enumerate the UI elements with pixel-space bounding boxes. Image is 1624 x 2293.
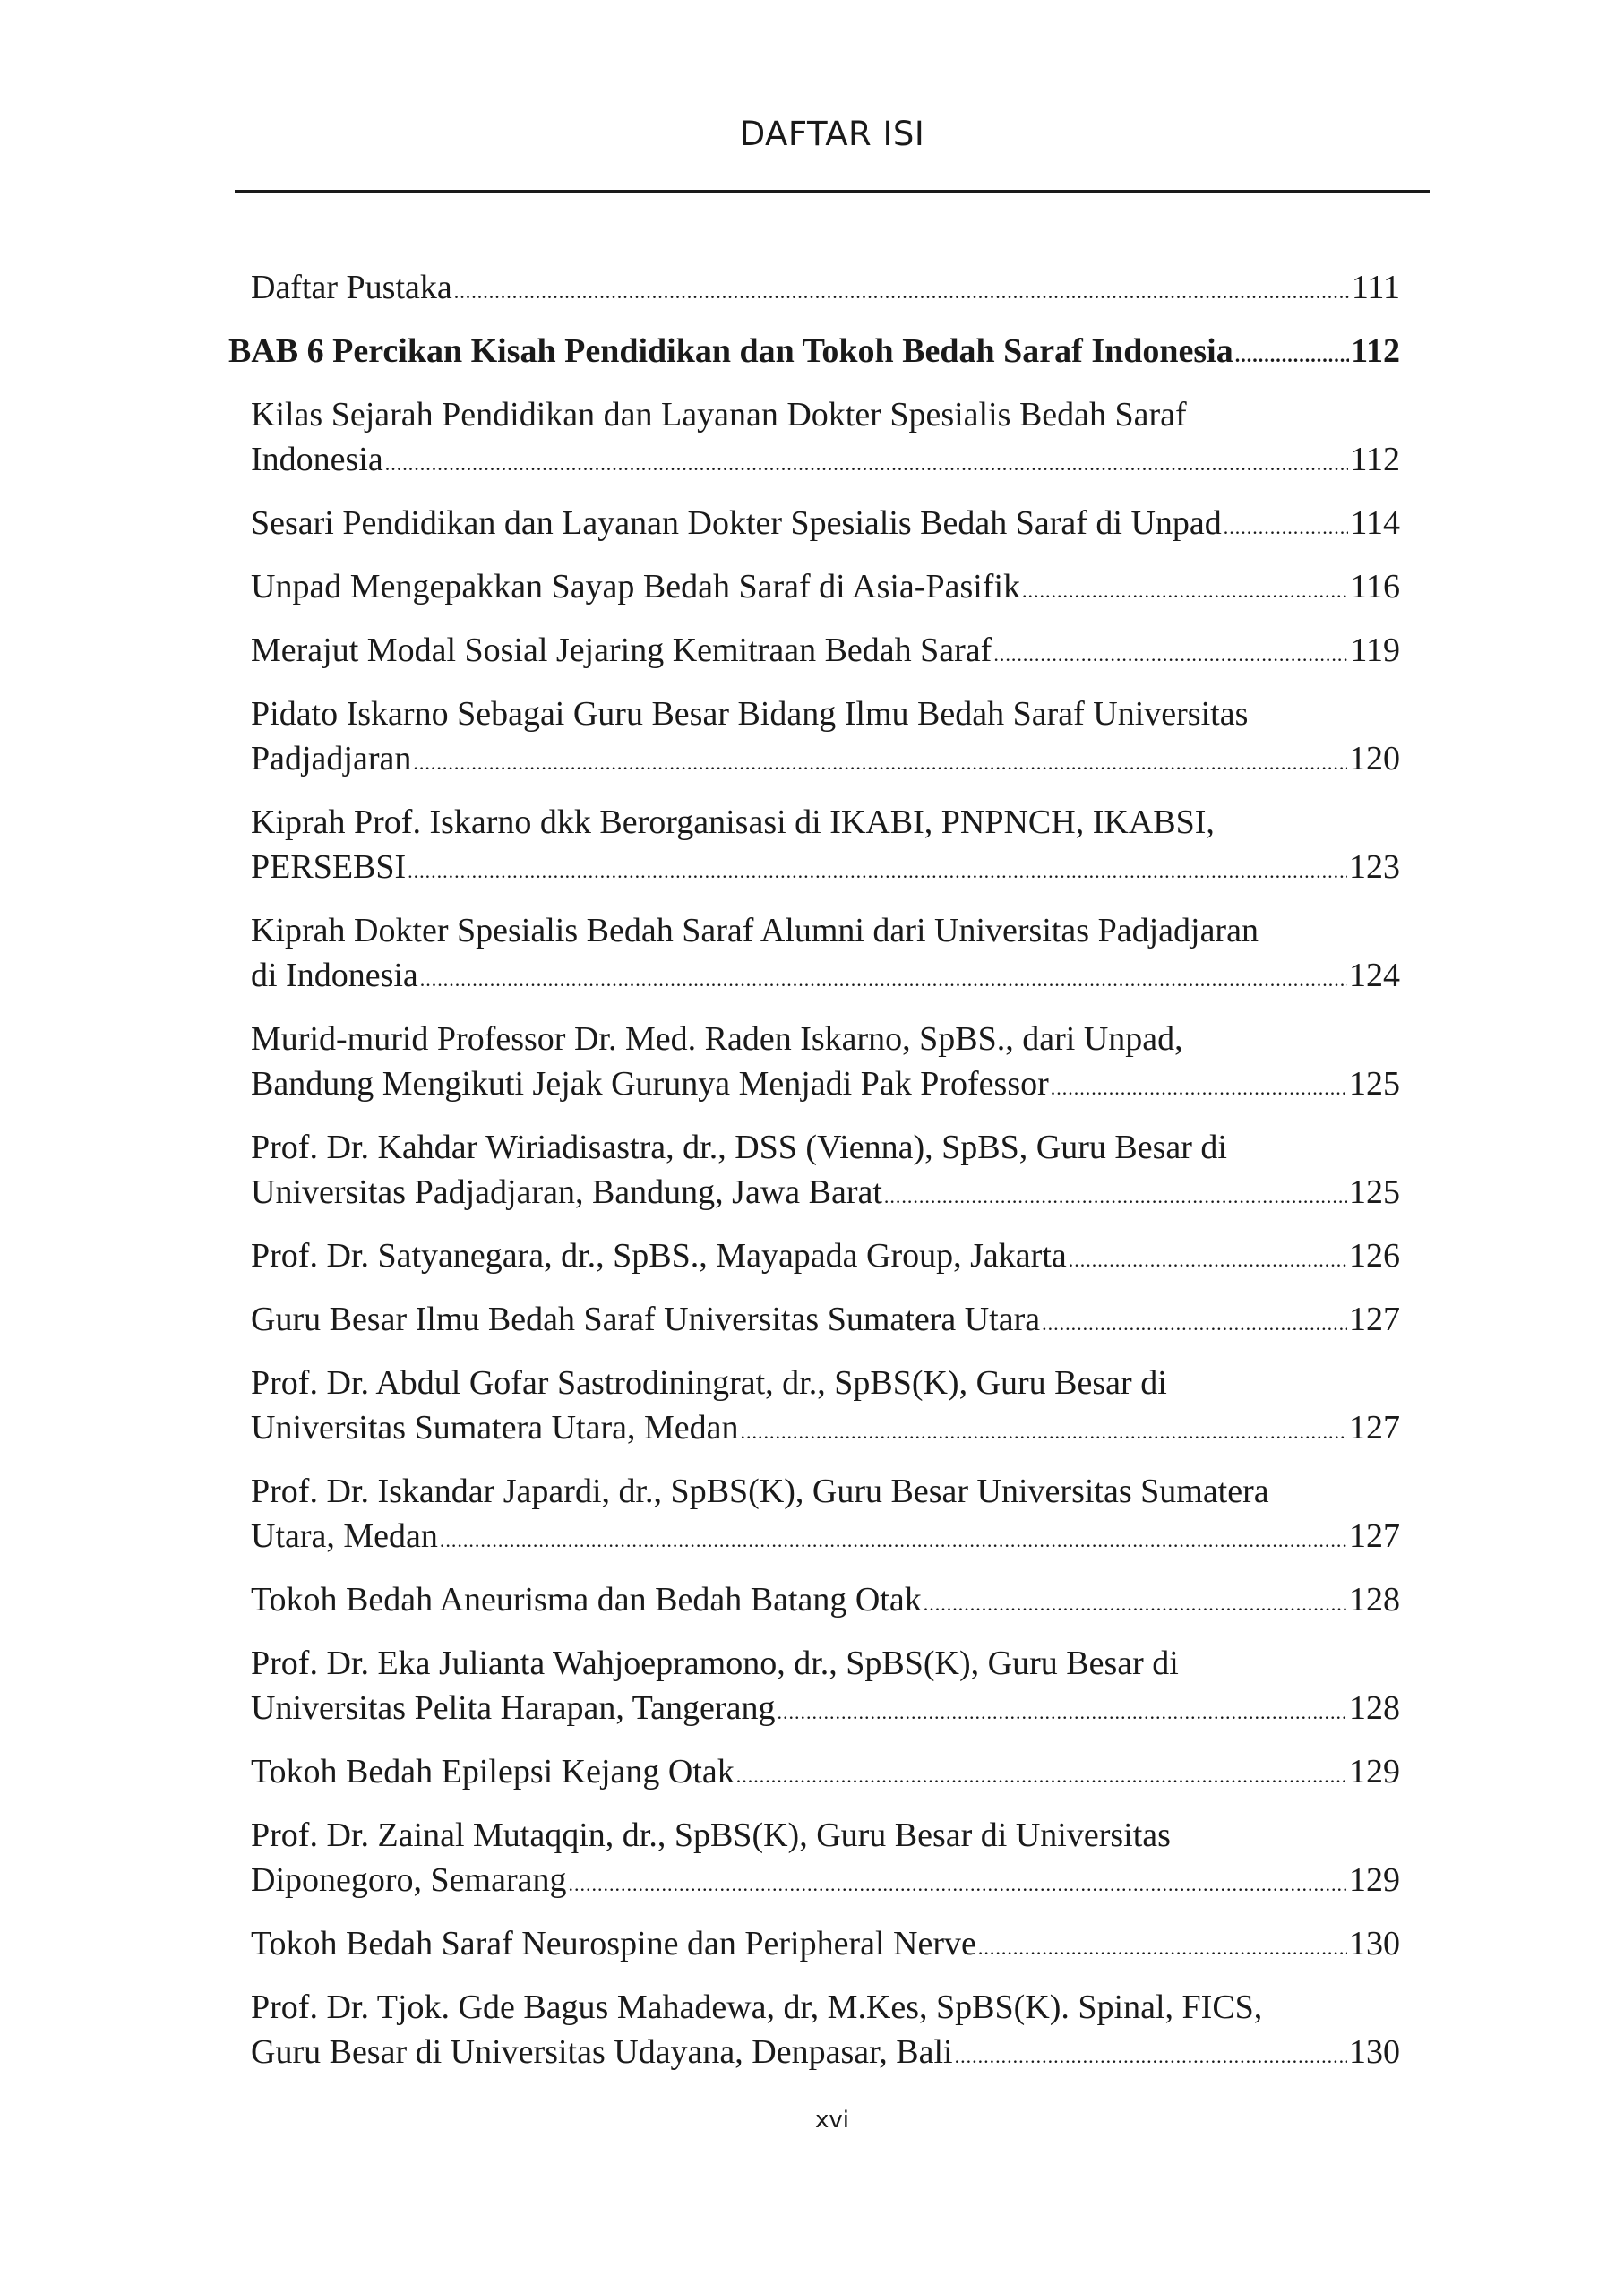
toc-entry[interactable] [251,1233,1400,1283]
toc-entry-title: Prof. Dr. Satyanegara, dr., SpBS., Mayapada Group, Jakarta [251,1237,1067,1275]
toc-page-number: 116 [1350,568,1400,605]
toc-page-number: 125 [1349,1173,1400,1211]
dot-leader [741,1410,1348,1455]
page-title: DAFTAR ISI [739,115,925,153]
dot-leader [385,442,1349,486]
toc-entry-title: Tokoh Bedah Aneurisma dan Bedah Batang Otak [251,1581,922,1619]
dot-leader [884,1174,1347,1219]
toc-entry[interactable] [251,1577,1400,1627]
toc-entry[interactable] [251,392,1400,486]
dot-leader [955,2034,1347,2079]
toc-page-number: 129 [1349,1753,1400,1791]
toc-entry[interactable] [251,1125,1400,1219]
toc-page-number: 124 [1349,957,1400,994]
toc-entry-title: Diponegoro, Semarang [251,1861,567,1899]
toc-entry[interactable] [251,691,1400,786]
dot-leader [978,1926,1347,1971]
toc-entry-title: Unpad Mengepakkan Sayap Bedah Saraf di Asia-Pasifik [251,568,1021,605]
toc-entry[interactable] [251,1297,1400,1346]
dot-leader [993,632,1348,677]
toc-entry-title-line: Prof. Dr. Iskandar Japardi, dr., SpBS(K), Guru Besar Universitas Sumatera [251,1473,1269,1510]
dot-leader [568,1862,1347,1907]
toc-entry-title: BAB 6 Percikan Kisah Pendidikan dan Tokoh Bedah Saraf Indonesia [228,332,1233,370]
dot-leader [924,1582,1347,1627]
toc-page-number: 128 [1349,1581,1400,1619]
page-number: xvi [815,2107,849,2134]
toc-entry[interactable] [251,501,1400,550]
dot-leader [1069,1238,1347,1283]
toc-page-number: 127 [1349,1409,1400,1447]
dot-leader [1224,505,1349,550]
toc-entry[interactable] [251,800,1400,894]
toc-page-number: 120 [1349,740,1400,777]
dot-leader [736,1754,1347,1799]
toc-entry-title-line: Prof. Dr. Kahdar Wiriadisastra, dr., DSS (Vienna), SpBS, Guru Besar di [251,1129,1227,1166]
toc-entry-title: Universitas Padjadjaran, Bandung, Jawa Barat [251,1173,882,1211]
dot-leader [777,1690,1347,1735]
toc-entry[interactable] [251,908,1400,1002]
toc-entry[interactable] [251,564,1400,614]
toc-entry-title: Tokoh Bedah Saraf Neurospine dan Peripheral Nerve [251,1925,976,1962]
toc-page-number: 126 [1349,1237,1400,1275]
toc-entry-title: Guru Besar di Universitas Udayana, Denpasar, Bali [251,2033,953,2071]
toc-entry-title: Guru Besar Ilmu Bedah Saraf Universitas Sumatera Utara [251,1301,1041,1338]
toc-entry-title: Universitas Sumatera Utara, Medan [251,1409,739,1447]
dot-leader [1022,569,1348,614]
toc-entry-title-line: Kiprah Prof. Iskarno dkk Berorganisasi di IKABI, PNPNCH, IKABSI, [251,803,1215,841]
dot-leader [454,270,1350,314]
toc-entry-title: Indonesia [251,441,383,478]
toc-page-number: 112 [1351,332,1400,370]
toc-entry-title-line: Prof. Dr. Abdul Gofar Sastrodiningrat, dr., SpBS(K), Guru Besar di [251,1364,1167,1402]
toc-page-number: 112 [1350,441,1400,478]
dot-leader [440,1518,1347,1563]
toc-entry[interactable] [251,1017,1400,1111]
toc-entry-title: PERSEBSI [251,848,407,886]
toc-entry-title-line: Prof. Dr. Tjok. Gde Bagus Mahadewa, dr, M.Kes, SpBS(K). Spinal, FICS, [251,1988,1263,2026]
dot-leader [1042,1301,1347,1346]
toc-entry[interactable] [251,1749,1400,1799]
toc-page-number: 130 [1349,2033,1400,2071]
toc-chapter-entry[interactable] [228,329,1400,378]
toc-entry-title: Bandung Mengikuti Jejak Gurunya Menjadi Pak Professor [251,1065,1049,1103]
toc-entry[interactable] [251,1985,1400,2079]
toc-entry[interactable] [251,628,1400,677]
toc-entry-title: Universitas Pelita Harapan, Tangerang [251,1689,776,1727]
toc-page-number: 129 [1349,1861,1400,1899]
toc-entry-title: Utara, Medan [251,1517,438,1555]
toc-entry-title: Sesari Pendidikan dan Layanan Dokter Spesialis Bedah Saraf di Unpad [251,504,1222,542]
toc-entry[interactable] [251,1641,1400,1735]
toc-page-number: 114 [1350,504,1400,542]
toc-page-number: 125 [1349,1065,1400,1103]
table-of-contents [228,265,1400,2093]
toc-entry-title-line: Kiprah Dokter Spesialis Bedah Saraf Alumni dari Universitas Padjadjaran [251,912,1259,949]
toc-page-number: 111 [1351,269,1400,306]
toc-page-number: 128 [1349,1689,1400,1727]
toc-page-number: 119 [1350,631,1400,669]
toc-page-number: 127 [1349,1517,1400,1555]
toc-page-number: 127 [1349,1301,1400,1338]
toc-page-number: 130 [1349,1925,1400,1962]
toc-entry-title-line: Kilas Sejarah Pendidikan dan Layanan Dokter Spesialis Bedah Saraf [251,396,1187,434]
toc-entry[interactable] [251,1921,1400,1971]
toc-entry-title: Merajut Modal Sosial Jejaring Kemitraan Bedah Saraf [251,631,992,669]
toc-entry[interactable] [251,1469,1400,1563]
toc-entry-title: Daftar Pustaka [251,269,452,306]
header-divider [235,190,1430,193]
toc-entry-title-line: Prof. Dr. Eka Julianta Wahjoepramono, dr., SpBS(K), Guru Besar di [251,1645,1179,1682]
toc-entry-title: di Indonesia [251,957,418,994]
dot-leader [1051,1066,1347,1111]
toc-entry-title-line: Murid-murid Professor Dr. Med. Raden Iskarno, SpBS., dari Unpad, [251,1020,1183,1058]
toc-entry[interactable] [251,265,1400,314]
toc-entry[interactable] [251,1361,1400,1455]
dot-leader [408,849,1347,894]
toc-entry-title-line: Pidato Iskarno Sebagai Guru Besar Bidang Ilmu Bedah Saraf Universitas [251,695,1249,733]
toc-entry-title: Padjadjaran [251,740,412,777]
toc-entry-title-line: Prof. Dr. Zainal Mutaqqin, dr., SpBS(K), Guru Besar di Universitas [251,1816,1171,1854]
toc-entry-title: Tokoh Bedah Epilepsi Kejang Otak [251,1753,735,1791]
dot-leader [420,958,1347,1002]
toc-page-number: 123 [1349,848,1400,886]
dot-leader [413,741,1347,786]
toc-entry[interactable] [251,1813,1400,1907]
dot-leader [1235,333,1349,378]
